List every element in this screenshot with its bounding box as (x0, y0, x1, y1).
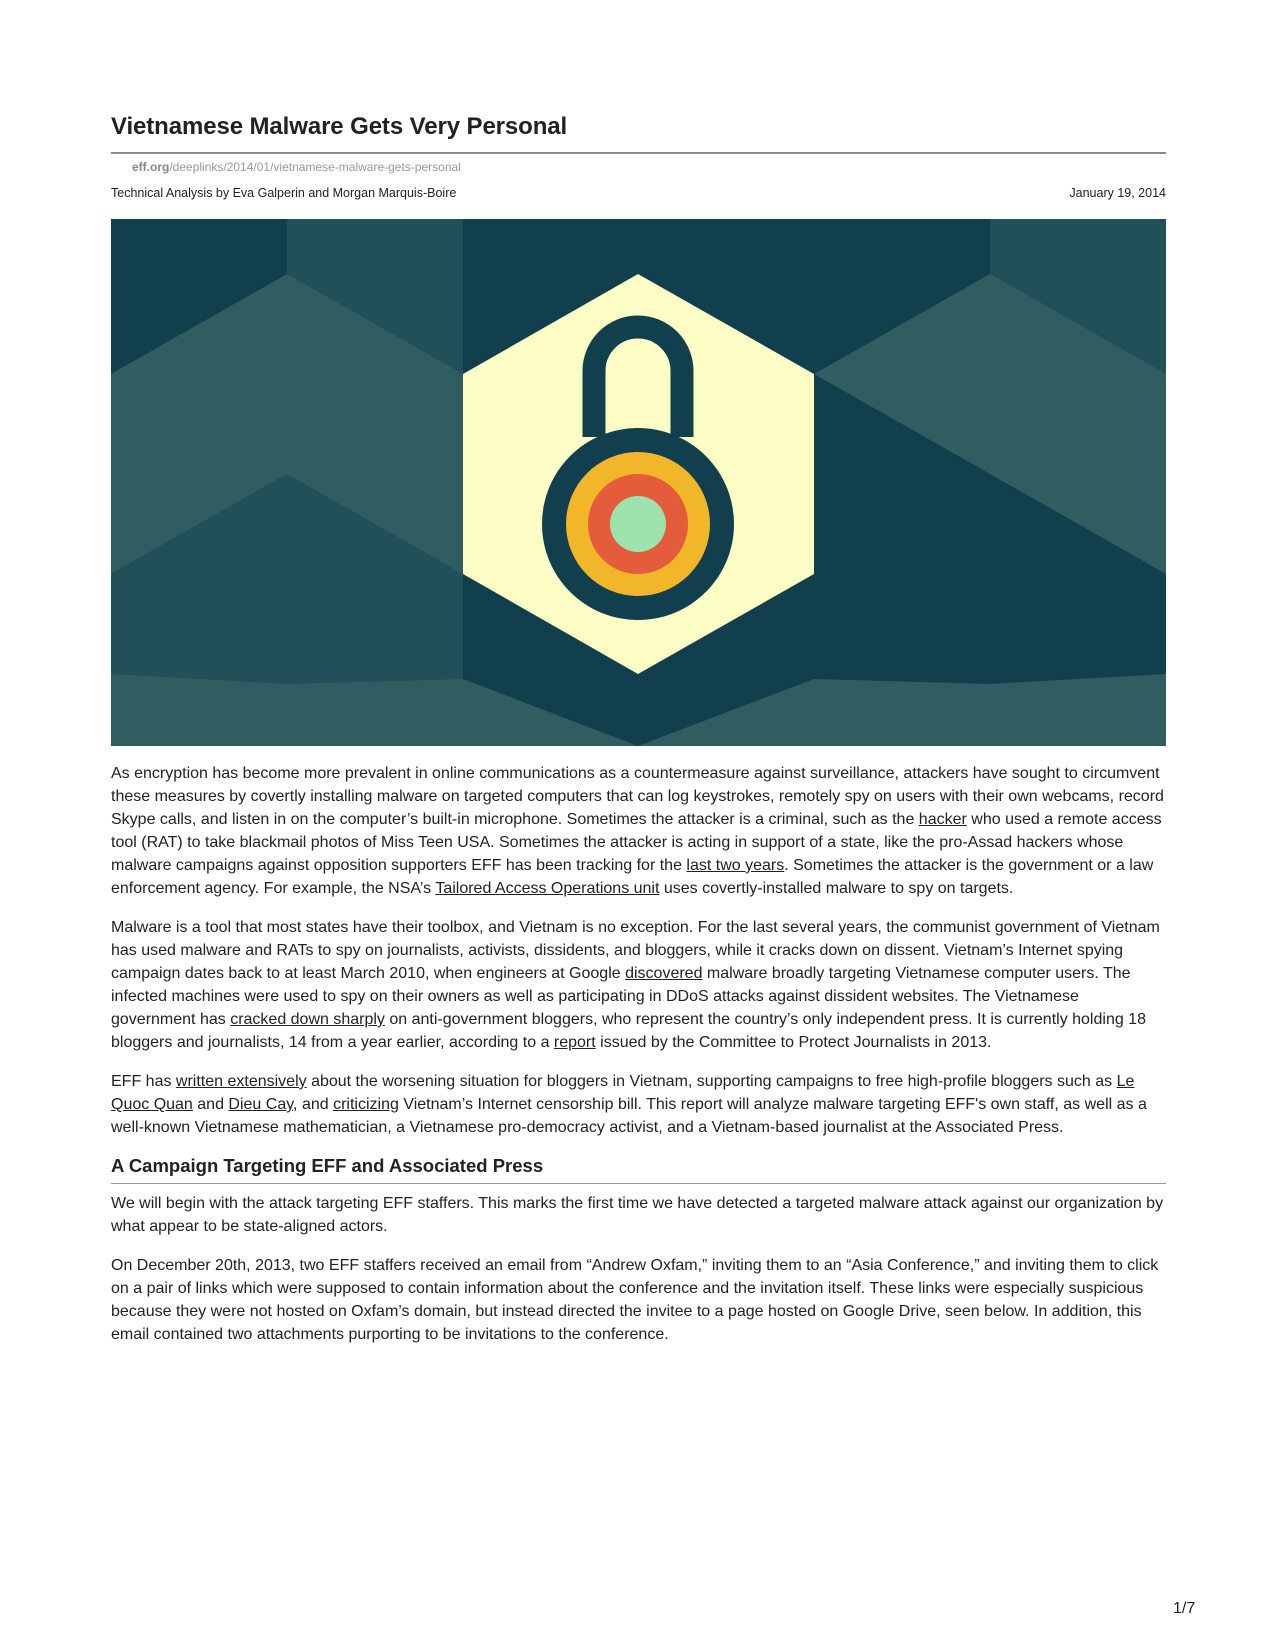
byline (111, 186, 1166, 200)
link-tailored-access-operations[interactable]: Tailored Access Operations unit (435, 880, 660, 897)
link-report[interactable]: report (553, 1034, 596, 1051)
link-dieu-cay[interactable]: Dieu Cay (228, 1096, 294, 1113)
link-cracked-down-sharply[interactable]: cracked down sharply (230, 1011, 385, 1028)
article-body (111, 762, 1166, 1362)
source-path: /deeplinks/2014/01/vietnamese-malware-gets-personal (169, 160, 461, 174)
section-heading: A Campaign Targeting EFF and Associated Press (111, 1155, 1166, 1184)
byline-date: January 19, 2014 (1069, 186, 1166, 200)
link-criticizing[interactable]: criticizing (333, 1096, 399, 1113)
source-domain: eff.org (132, 160, 170, 174)
link-last-two-years[interactable]: last two years (686, 857, 785, 874)
paragraph-5: On December 20th, 2013, two EFF staffers received an email from “Andrew Oxfam,” inviting them to an “Asia Conference,” and inviting them to click on a pair of links which were supposed to contain information about the conference and the invitation itself. These links were especially suspicious because they were not hosted on Oxfam’s domain, but instead directed the invitee to a page hosted on Google Drive, seen below. In addition, this email contained two attachments purporting to be invitations to the conference. (111, 1257, 1159, 1343)
article-title: Vietnamese Malware Gets Very Personal (111, 113, 568, 140)
title-divider (111, 152, 1166, 154)
paragraph-1: As encryption has become more prevalent in online communications as a countermeasure against surveillance, attackers have sought to circumvent these measures by covertly installing malware on targeted computers that can log keystrokes, remotely spy on users with their own webcams, record Skype calls, and listen in on the computer’s built-in microphone. Sometimes the attacker is a criminal, such as the hacker who used a remote access tool (RAT) to take blackmail photos of Miss Teen USA. Sometimes the attacker is acting in support of a state, like the pro-Assad hackers whose malware campaigns against opposition supporters EFF has been tracking for the last two years. Sometimes the attacker is the government or a law enforcement agency. For example, the NSA’s Tailored Access Operations unit uses covertly-installed malware to spy on targets. (111, 765, 1164, 897)
byline-authors: Technical Analysis by Eva Galperin and Morgan Marquis-Boire (111, 186, 457, 200)
hero-lock-illustration (111, 219, 1166, 746)
source-url[interactable] (132, 160, 461, 174)
paragraph-3: EFF has written extensively about the worsening situation for bloggers in Vietnam, supporting campaigns to free high-profile bloggers such as Le Quoc Quan and Dieu Cay, and criticizing Vietnam’s Internet censorship bill. This report will analyze malware targeting EFF's own staff, as well as a well-known Vietnamese mathematician, a Vietnamese pro-democracy activist, and a Vietnam-based journalist at the Associated Press. (111, 1073, 1147, 1136)
link-written-extensively[interactable]: written extensively (175, 1073, 307, 1090)
paragraph-4: We will begin with the attack targeting EFF staffers. This marks the first time we have detected a targeted malware attack against our organization by what appear to be state-aligned actors. (111, 1195, 1164, 1235)
link-hacker[interactable]: hacker (918, 811, 967, 828)
paragraph-2: Malware is a tool that most states have their toolbox, and Vietnam is no exception. For the last several years, the communist government of Vietnam has used malware and RATs to spy on journalists, activists, dissidents, and bloggers, while it cracks down on dissent. Vietnam’s Internet spying campaign dates back to at least March 2010, when engineers at Google discovered malware broadly targeting Vietnamese computer users. The infected machines were used to spy on their owners as well as participating in DDoS attacks against dissident websites. The Vietnamese government has cracked down sharply on anti-government bloggers, who represent the country’s only independent press. It is currently holding 18 bloggers and journalists, 14 from a year earlier, according to a report issued by the Committee to Protect Journalists in 2013. (111, 919, 1160, 1051)
link-discovered[interactable]: discovered (625, 965, 703, 982)
link-le-quoc-quan[interactable]: Le Quoc Quan (111, 1073, 1135, 1113)
page-number: 1/7 (1173, 1600, 1196, 1617)
